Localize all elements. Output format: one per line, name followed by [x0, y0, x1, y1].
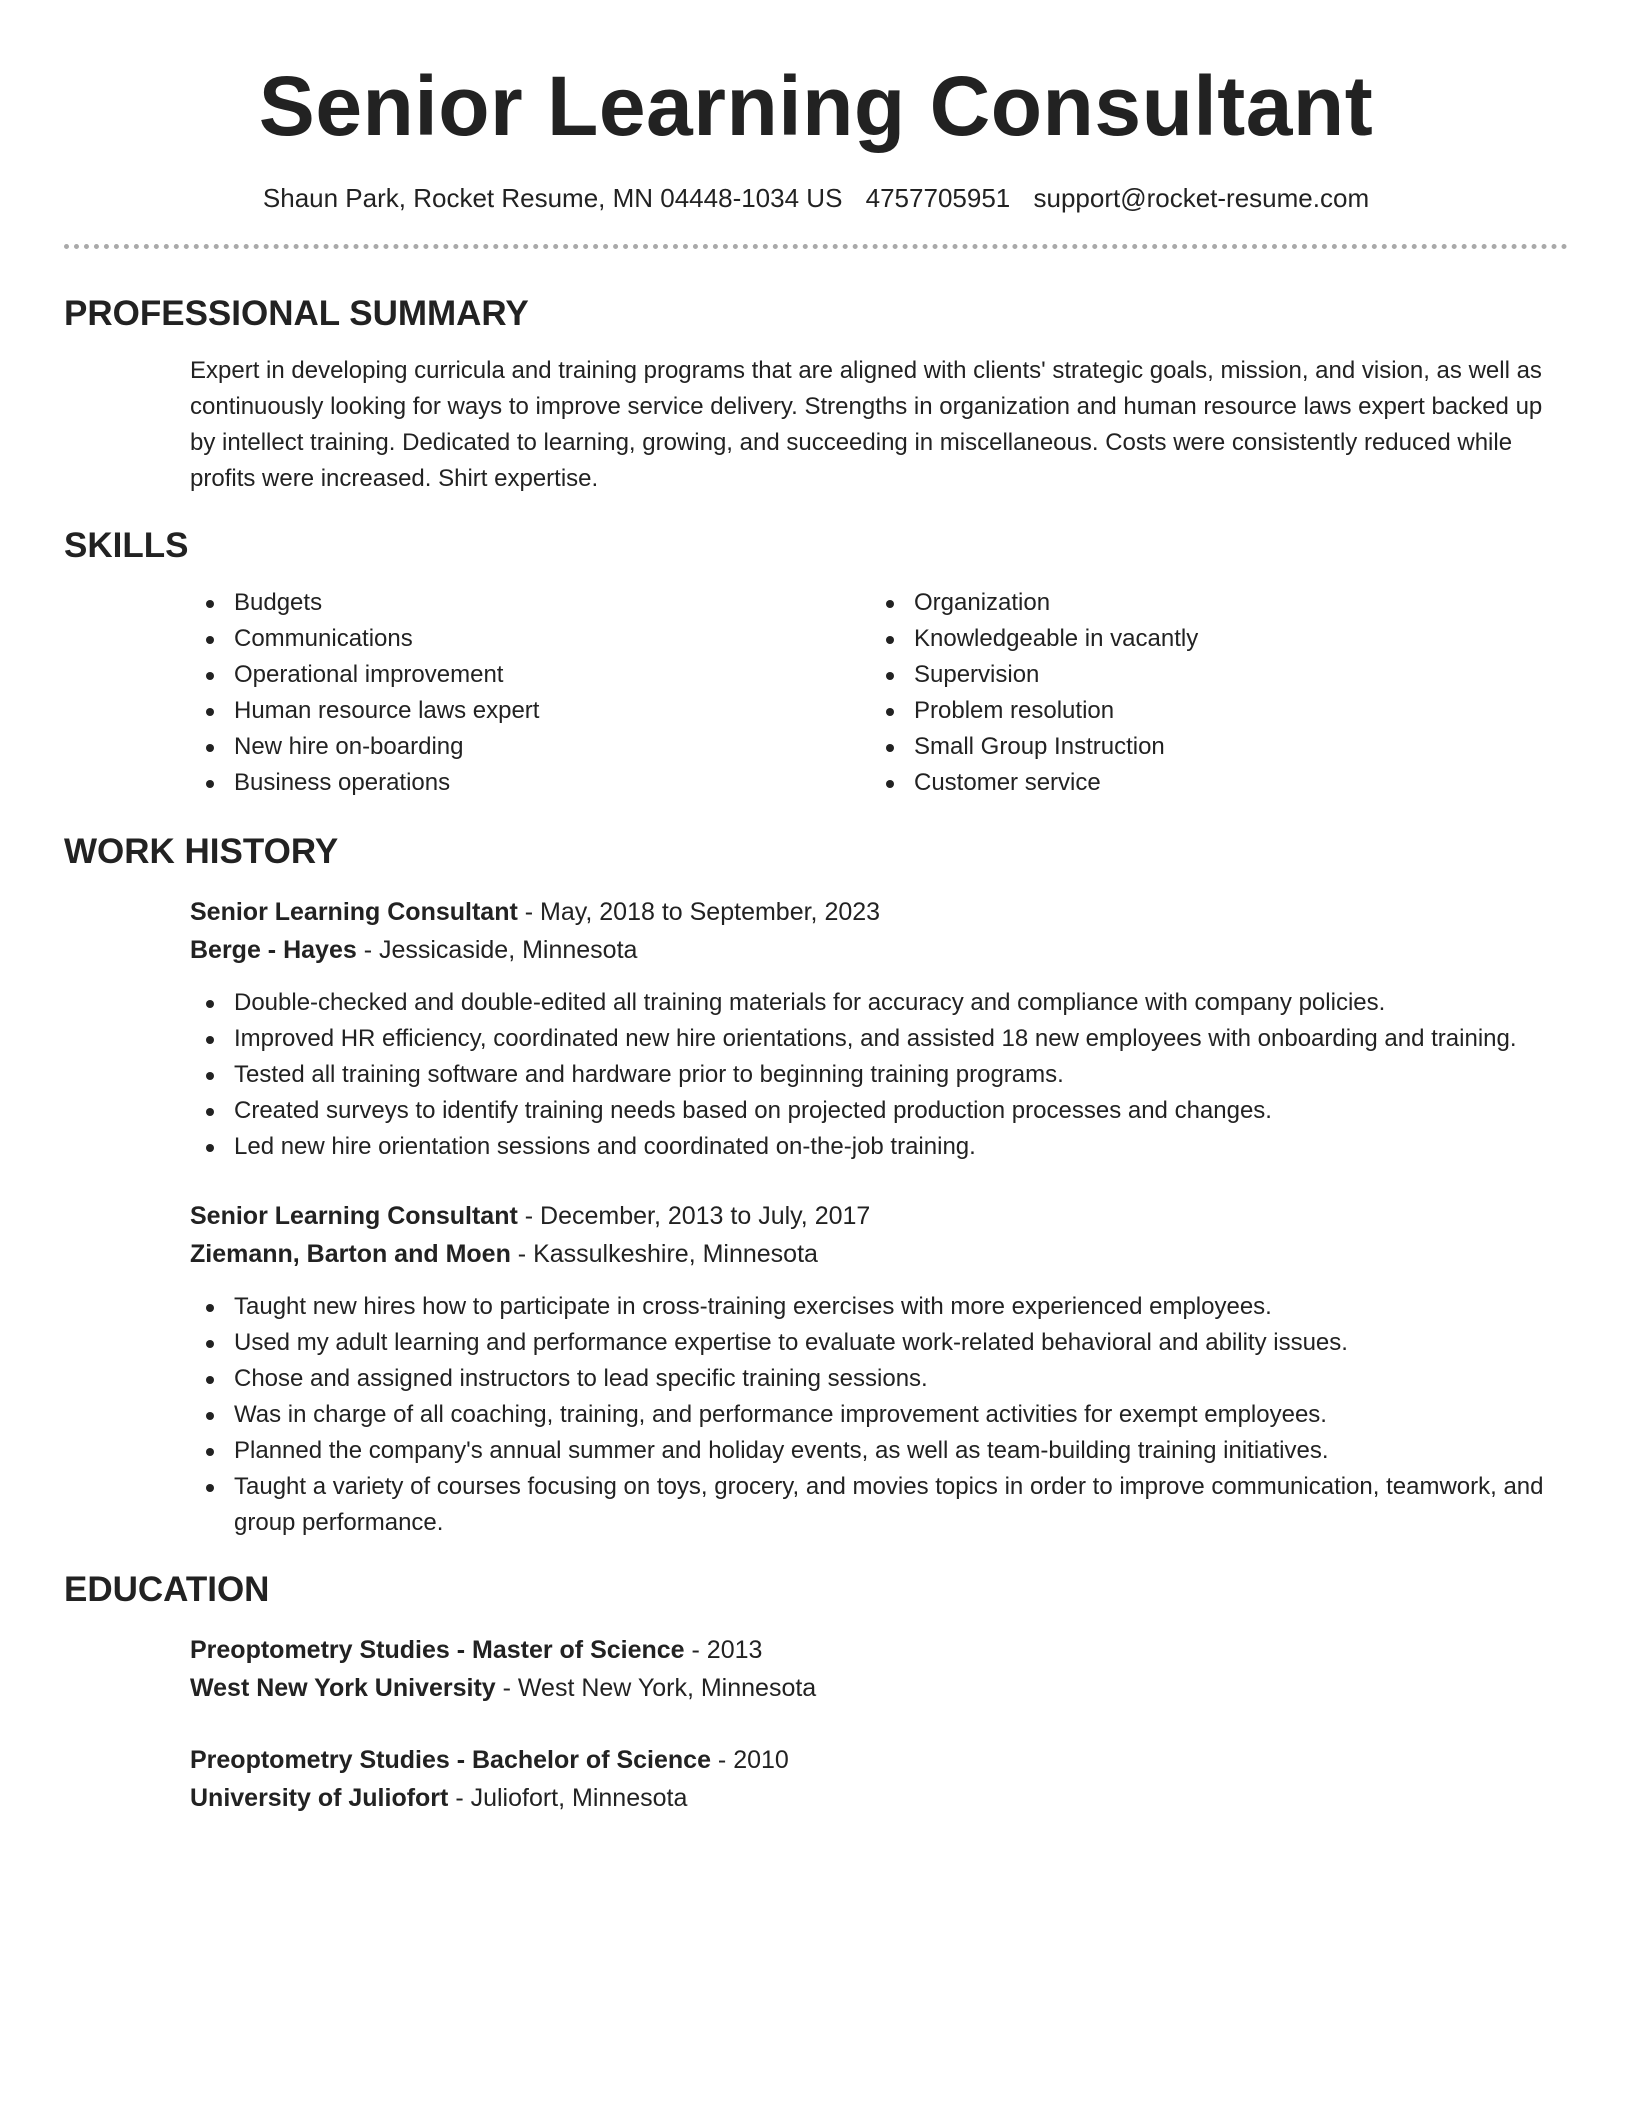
job-company: Berge - Hayes — [190, 936, 357, 964]
job-bullets — [190, 1289, 1568, 1541]
contact-email: support@rocket-resume.com — [1033, 183, 1370, 213]
job-entry — [64, 1197, 1568, 1541]
skills-list — [64, 585, 1568, 801]
skill-item: Customer service — [870, 765, 1550, 801]
job-title-line — [190, 1197, 1568, 1235]
education-degree-line — [190, 1631, 1568, 1669]
job-bullet: Taught a variety of courses focusing on toys, grocery, and movies topics in order to improve communication, teamwork, and group performance. — [190, 1469, 1568, 1541]
skills-column-right — [870, 585, 1550, 801]
skill-item: Small Group Instruction — [870, 729, 1550, 765]
job-title: Senior Learning Consultant — [190, 1202, 518, 1230]
education-entry — [64, 1741, 1568, 1817]
job-bullet: Tested all training software and hardware prior to beginning training programs. — [190, 1057, 1568, 1093]
job-entry — [64, 893, 1568, 1165]
education-degree: Preoptometry Studies - Bachelor of Science — [190, 1746, 711, 1774]
education-school: University of Juliofort — [190, 1784, 449, 1812]
job-bullet: Created surveys to identify training needs based on projected production processes and changes. — [190, 1093, 1568, 1129]
skills-column-left — [190, 585, 870, 801]
education-year: - 2010 — [710, 1746, 789, 1774]
summary-heading: PROFESSIONAL SUMMARY — [64, 294, 529, 333]
education-school-line — [190, 1779, 1568, 1817]
skill-item: New hire on-boarding — [190, 729, 870, 765]
work-heading: WORK HISTORY — [64, 832, 339, 871]
job-bullet: Chose and assigned instructors to lead specific training sessions. — [190, 1361, 1568, 1397]
contact-phone: 4757705951 — [865, 183, 1011, 213]
job-dates: - May, 2018 to September, 2023 — [517, 898, 881, 926]
education-year: - 2013 — [684, 1636, 763, 1664]
skill-item: Human resource laws expert — [190, 693, 870, 729]
education-location: - Juliofort, Minnesota — [448, 1784, 688, 1812]
skill-item: Knowledgeable in vacantly — [870, 621, 1550, 657]
skill-item: Budgets — [190, 585, 870, 621]
job-bullets — [190, 985, 1568, 1165]
job-bullet: Led new hire orientation sessions and coordinated on-the-job training. — [190, 1129, 1568, 1165]
skill-item: Business operations — [190, 765, 870, 801]
education-degree: Preoptometry Studies - Master of Science — [190, 1636, 685, 1664]
job-bullet: Was in charge of all coaching, training, and performance improvement activities for exempt employees. — [190, 1397, 1568, 1433]
education-school-line — [190, 1669, 1568, 1707]
skill-item: Communications — [190, 621, 870, 657]
education-heading: EDUCATION — [64, 1570, 270, 1609]
education-degree-line — [190, 1741, 1568, 1779]
resume-title: Senior Learning Consultant — [258, 59, 1374, 153]
job-bullet: Double-checked and double-edited all training materials for accuracy and compliance with company policies. — [190, 985, 1568, 1021]
job-dates: - December, 2013 to July, 2017 — [517, 1202, 871, 1230]
skill-item: Organization — [870, 585, 1550, 621]
education-school: West New York University — [190, 1674, 496, 1702]
job-bullet: Planned the company's annual summer and holiday events, as well as team-building training initiatives. — [190, 1433, 1568, 1469]
job-bullet: Taught new hires how to participate in cross-training exercises with more experienced employees. — [190, 1289, 1568, 1325]
skills-heading: SKILLS — [64, 526, 189, 565]
education-entry — [64, 1631, 1568, 1707]
contact-line — [64, 183, 1568, 214]
job-title-line — [190, 893, 1568, 931]
contact-address: Shaun Park, Rocket Resume, MN 04448-1034 US — [262, 183, 843, 213]
job-location: - Kassulkeshire, Minnesota — [510, 1240, 818, 1268]
job-location: - Jessicaside, Minnesota — [356, 936, 638, 964]
skill-item: Operational improvement — [190, 657, 870, 693]
job-title: Senior Learning Consultant — [190, 898, 518, 926]
job-bullet: Improved HR efficiency, coordinated new hire orientations, and assisted 18 new employees with onboarding and training. — [190, 1021, 1568, 1057]
job-bullet: Used my adult learning and performance expertise to evaluate work-related behavioral and ability issues. — [190, 1325, 1568, 1361]
skill-item: Problem resolution — [870, 693, 1550, 729]
summary-text: Expert in developing curricula and training programs that are aligned with clients' strategic goals, mission, and vision, as well as continuously looking for ways to improve service delivery. Strengths in organization and human resource laws expert backed up by intellect training. Dedicated to learning, growing, and succeeding in miscellaneous. Costs were consistently reduced while profits were increased. Shirt expertise. — [190, 357, 1543, 492]
skill-item: Supervision — [870, 657, 1550, 693]
job-company-line — [190, 1235, 1568, 1273]
education-location: - West New York, Minnesota — [495, 1674, 817, 1702]
job-company: Ziemann, Barton and Moen — [190, 1240, 511, 1268]
job-company-line — [190, 931, 1568, 969]
header-divider — [64, 244, 1568, 249]
